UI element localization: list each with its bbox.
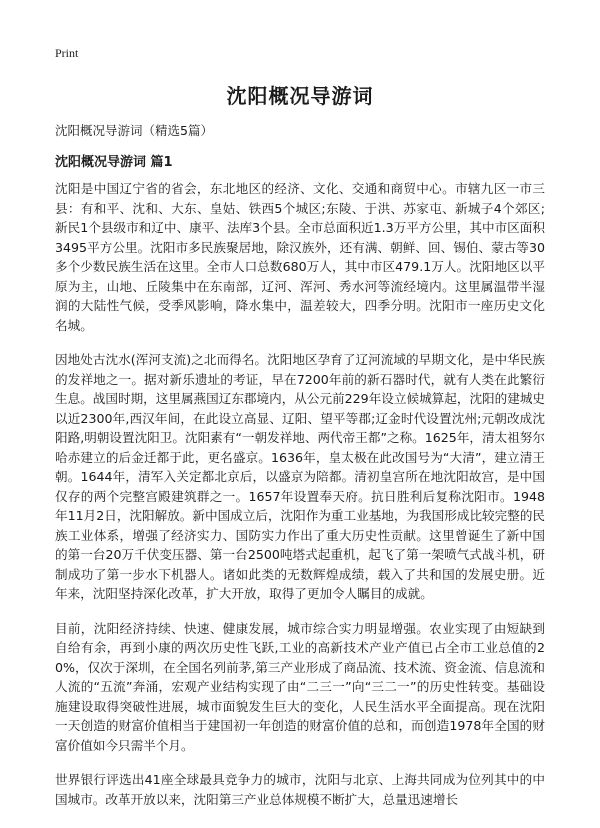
- document-title: 沈阳概况导游词: [226, 84, 374, 108]
- paragraph: 沈阳是中国辽宁省的省会，东北地区的经济、文化、交通和商贸中心。市辖九区一市三县：有和平、沈和、大东、皇姑、铁西5个城区;东陵、于洪、苏家屯、新城子4个郊区;新民1个县级市和辽中、康平、法库3个县。全市总面积近1.3万平方公里，其中市区面积3495平方公里。沈阳市多民族聚居地，除汉族外，还有满、朝鲜、回、锡伯、蒙古等30多个少数民族生活在这里。全市人口总数680万人，其中市区479.1万人。沈阳地区以平原为主，山地、丘陵集中在东南部，辽河、浑河、秀水河等流经境内。这里属温带半湿润的大陆性气候，受季风影响，降水集中，温差较大，四季分明。沈阳市一座历史文化名城。: [55, 181, 545, 333]
- section-heading: 沈阳概况导游词 篇1: [55, 155, 173, 170]
- document-body: [55, 179, 545, 824]
- document-subtitle: 沈阳概况导游词（精选5篇）: [55, 123, 213, 138]
- paragraph: 目前，沈阳经济持续、快速、健康发展，城市综合实力明显增强。农业实现了由短缺到自给有余，再到小康的两次历史性飞跃,工业的高新技术产业产值已占全市工业总值的20%，仅次于深圳，在全国名列前茅,第三产业形成了商品流、技术流、资金流、信息流和人流的“五流”奔涌，宏观产业结构实现了由“二三一”向“三二一”的历史性转变。基础设施建设取得突破性进展，城市面貌发生巨大的变化，人民生活水平全面提高。现在沈阳一天创造的财富价值相当于建国初一年创造的财富价值的总和，而创造1978年全国的财富价值如今只需半个月。: [55, 620, 545, 753]
- paragraph: 因地处古沈水(浑河支流)之北而得名。沈阳地区孕育了辽河流域的早期文化，是中华民族的发祥地之一。据对新乐遗址的考证，早在7200年前的新石器时代，就有人类在此繁衍生息。战国时期，这里属燕国辽东郡境内，从公元前229年设立候城算起，沈阳的建城史以近2300年,西汉年间，在此设立高显、辽阳、望平等郡;辽金时代设置沈州;元朝改成沈阳路,明朝设置沈阳卫。沈阳素有“一朝发祥地、两代帝王都”之称。1625年，清太祖努尔哈赤建立的后金迁都于此，更名盛京。1636年，皇太极在此改国号为“大清”，建立清王朝。1644年，清军入关定都北京后，以盛京为陪都。清初皇宫所在地沈阳故宫，是中国仅存的两个完整宫殿建筑群之一。1657年设置奉天府。抗日胜利后复称沈阳市。1948年11月2日，沈阳解放。新中国成立后，沈阳作为重工业基地，为我国形成比较完整的民族工业体系，增强了经济实力、国防实力作出了重大历史性贡献。这里曾诞生了新中国的第一台20万千伏变压器、第一台2500吨塔式起重机，起飞了第一架喷气式战斗机，研制成功了第一步水下机器人。诸如此类的无数辉煌成绩，载入了共和国的发展史册。近年来，沈阳坚持深化改革，扩大开放，取得了更加令人瞩目的成就。: [55, 352, 546, 601]
- paragraph: 世界银行评选出41座全球最具竞争力的城市，沈阳与北京、上海共同成为位列其中的中国城市。改革开放以来，沈阳第三产业总体规模不断扩大，总量迅速增长: [55, 772, 545, 807]
- print-link[interactable]: Print: [55, 46, 79, 60]
